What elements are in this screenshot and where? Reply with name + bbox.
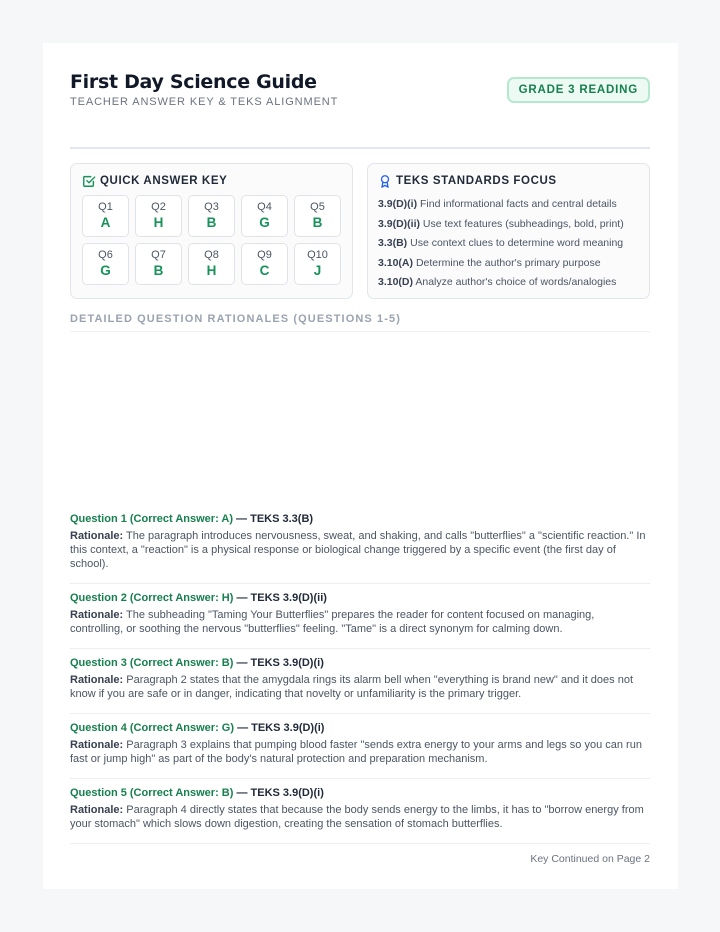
- rationale-text: [70, 803, 650, 831]
- teks-reference: — TEKS 3.9(D)(i): [233, 787, 324, 799]
- teks-reference: — TEKS 3.3(B): [233, 513, 314, 525]
- question-number: Q8: [204, 249, 219, 261]
- rationale-item: [70, 779, 650, 844]
- teks-reference: — TEKS 3.9(D)(i): [234, 722, 325, 734]
- page-subtitle: TEACHER ANSWER KEY & TEKS ALIGNMENT: [70, 96, 339, 108]
- teks-code: 3.9(D)(ii): [378, 217, 420, 230]
- teks-reference: — TEKS 3.9(D)(i): [233, 657, 324, 669]
- teks-heading: [378, 174, 639, 188]
- question-number: Q3: [204, 201, 219, 213]
- answer-cell: [188, 243, 235, 285]
- blank-space: [70, 332, 650, 505]
- correct-answer: G: [100, 263, 111, 278]
- answer-cell: [241, 243, 288, 285]
- answer-key-title: QUICK ANSWER KEY: [100, 175, 228, 187]
- rationale-label: Rationale:: [70, 609, 124, 621]
- teks-description: Use text features (subheadings, bold, print): [422, 217, 624, 230]
- answer-cell: [241, 195, 288, 237]
- question-number: Q4: [257, 201, 272, 213]
- question-number: Q9: [257, 249, 272, 261]
- question-number: Q6: [98, 249, 113, 261]
- answer-cell: [135, 195, 182, 237]
- teks-description: Analyze author's choice of words/analogies: [415, 276, 617, 288]
- rationales-list: [70, 505, 650, 844]
- check-square-icon: [82, 174, 96, 188]
- grade-badge: GRADE 3 READING: [507, 77, 650, 103]
- question-answer-label: Question 3 (Correct Answer: B): [70, 657, 234, 669]
- teks-standard: [378, 273, 639, 293]
- rationale-label: Rationale:: [70, 804, 124, 816]
- teks-standard: [378, 234, 639, 254]
- teks-description: Use context clues to determine word meaning: [410, 237, 624, 249]
- rationale-body: Paragraph 2 states that the amygdala rings its alarm bell when "everything is brand new" and it does not know if you are safe or in danger, indicating that novelty or unfamiliarity is the primary trigger.: [70, 674, 634, 700]
- answer-cell: [294, 243, 341, 285]
- rationale-heading: [70, 511, 650, 527]
- teks-standard: [378, 254, 639, 274]
- rationale-heading: [70, 655, 650, 671]
- question-answer-label: Question 2 (Correct Answer: H): [70, 592, 234, 604]
- rationale-body: The subheading "Taming Your Butterflies" prepares the reader for content focused on managing, controlling, or soothing the nervous "butterflies" feeling. "Tame" is a direct synonym for calming down.: [70, 609, 595, 635]
- rationale-item: [70, 714, 650, 779]
- teks-panel: [367, 163, 650, 299]
- rationales-heading: DETAILED QUESTION RATIONALES (QUESTIONS 1-5): [70, 313, 650, 332]
- rationale-item: [70, 584, 650, 649]
- title-block: [70, 71, 338, 108]
- question-number: Q5: [310, 201, 325, 213]
- teks-code: 3.10(A): [378, 256, 414, 269]
- rationale-label: Rationale:: [70, 530, 124, 542]
- question-answer-label: Question 4 (Correct Answer: G): [70, 722, 235, 734]
- answer-cell: [188, 195, 235, 237]
- teks-list: [378, 195, 639, 293]
- correct-answer: B: [312, 215, 323, 230]
- question-number: Q1: [98, 201, 113, 213]
- rationale-text: [70, 738, 650, 766]
- summary-panels: [70, 163, 650, 299]
- correct-answer: G: [259, 215, 270, 230]
- document-page: [43, 43, 678, 889]
- rationale-body: Paragraph 4 directly states that because the body sends energy to the limbs, it has to "borrow energy from your stomach" which slows down digestion, creating the sensation of stomach butterflies.: [70, 804, 644, 830]
- teks-title: TEKS STANDARDS FOCUS: [396, 175, 557, 187]
- rationale-heading: [70, 590, 650, 606]
- rationale-text: [70, 673, 650, 701]
- teks-code: 3.9(D)(i): [378, 198, 418, 210]
- continuation-note: Key Continued on Page 2: [530, 853, 650, 865]
- question-answer-label: Question 1 (Correct Answer: A): [70, 513, 233, 525]
- rationale-body: The paragraph introduces nervousness, sweat, and shaking, and calls "butterflies" a "scientific reaction." In this context, a "reaction" is a physical response or biological change triggered by a specific event (the first day of school).: [70, 530, 646, 570]
- correct-answer: J: [313, 263, 322, 278]
- rationale-body: Paragraph 3 explains that pumping blood faster "sends extra energy to your arms and legs so you can run fast or jump high" as part of the body's natural protection and preparation mechanism.: [70, 739, 642, 765]
- teks-standard: [378, 215, 639, 235]
- teks-reference: — TEKS 3.9(D)(ii): [233, 592, 327, 604]
- answer-cell: [82, 243, 129, 285]
- teks-description: Determine the author's primary purpose: [415, 256, 601, 269]
- answer-cell: [82, 195, 129, 237]
- award-ribbon-icon: [378, 174, 392, 188]
- teks-description: Find informational facts and central details: [420, 198, 617, 210]
- rationale-text: [70, 529, 650, 571]
- answer-cell: [294, 195, 341, 237]
- question-number: Q10: [307, 249, 328, 261]
- answer-key-panel: [70, 163, 353, 299]
- answer-grid: [82, 195, 341, 285]
- rationale-text: [70, 608, 650, 636]
- answer-cell: [135, 243, 182, 285]
- teks-code: 3.10(D): [378, 276, 414, 288]
- teks-code: 3.3(B): [378, 237, 408, 249]
- rationale-label: Rationale:: [70, 739, 124, 751]
- rationale-heading: [70, 785, 650, 801]
- correct-answer: H: [153, 215, 164, 230]
- rationale-label: Rationale:: [70, 674, 124, 686]
- rationale-item: [70, 649, 650, 714]
- correct-answer: B: [153, 263, 164, 278]
- rationale-item: [70, 505, 650, 584]
- question-number: Q2: [151, 201, 166, 213]
- question-answer-label: Question 5 (Correct Answer: B): [70, 787, 234, 799]
- correct-answer: A: [100, 215, 111, 230]
- correct-answer: C: [259, 263, 270, 278]
- correct-answer: B: [206, 215, 217, 230]
- rationale-heading: [70, 720, 650, 736]
- page-header: [70, 71, 650, 149]
- answer-key-heading: [82, 174, 341, 188]
- correct-answer: H: [206, 263, 217, 278]
- page-title: First Day Science Guide: [70, 71, 317, 93]
- teks-standard: [378, 195, 639, 215]
- question-number: Q7: [151, 249, 166, 261]
